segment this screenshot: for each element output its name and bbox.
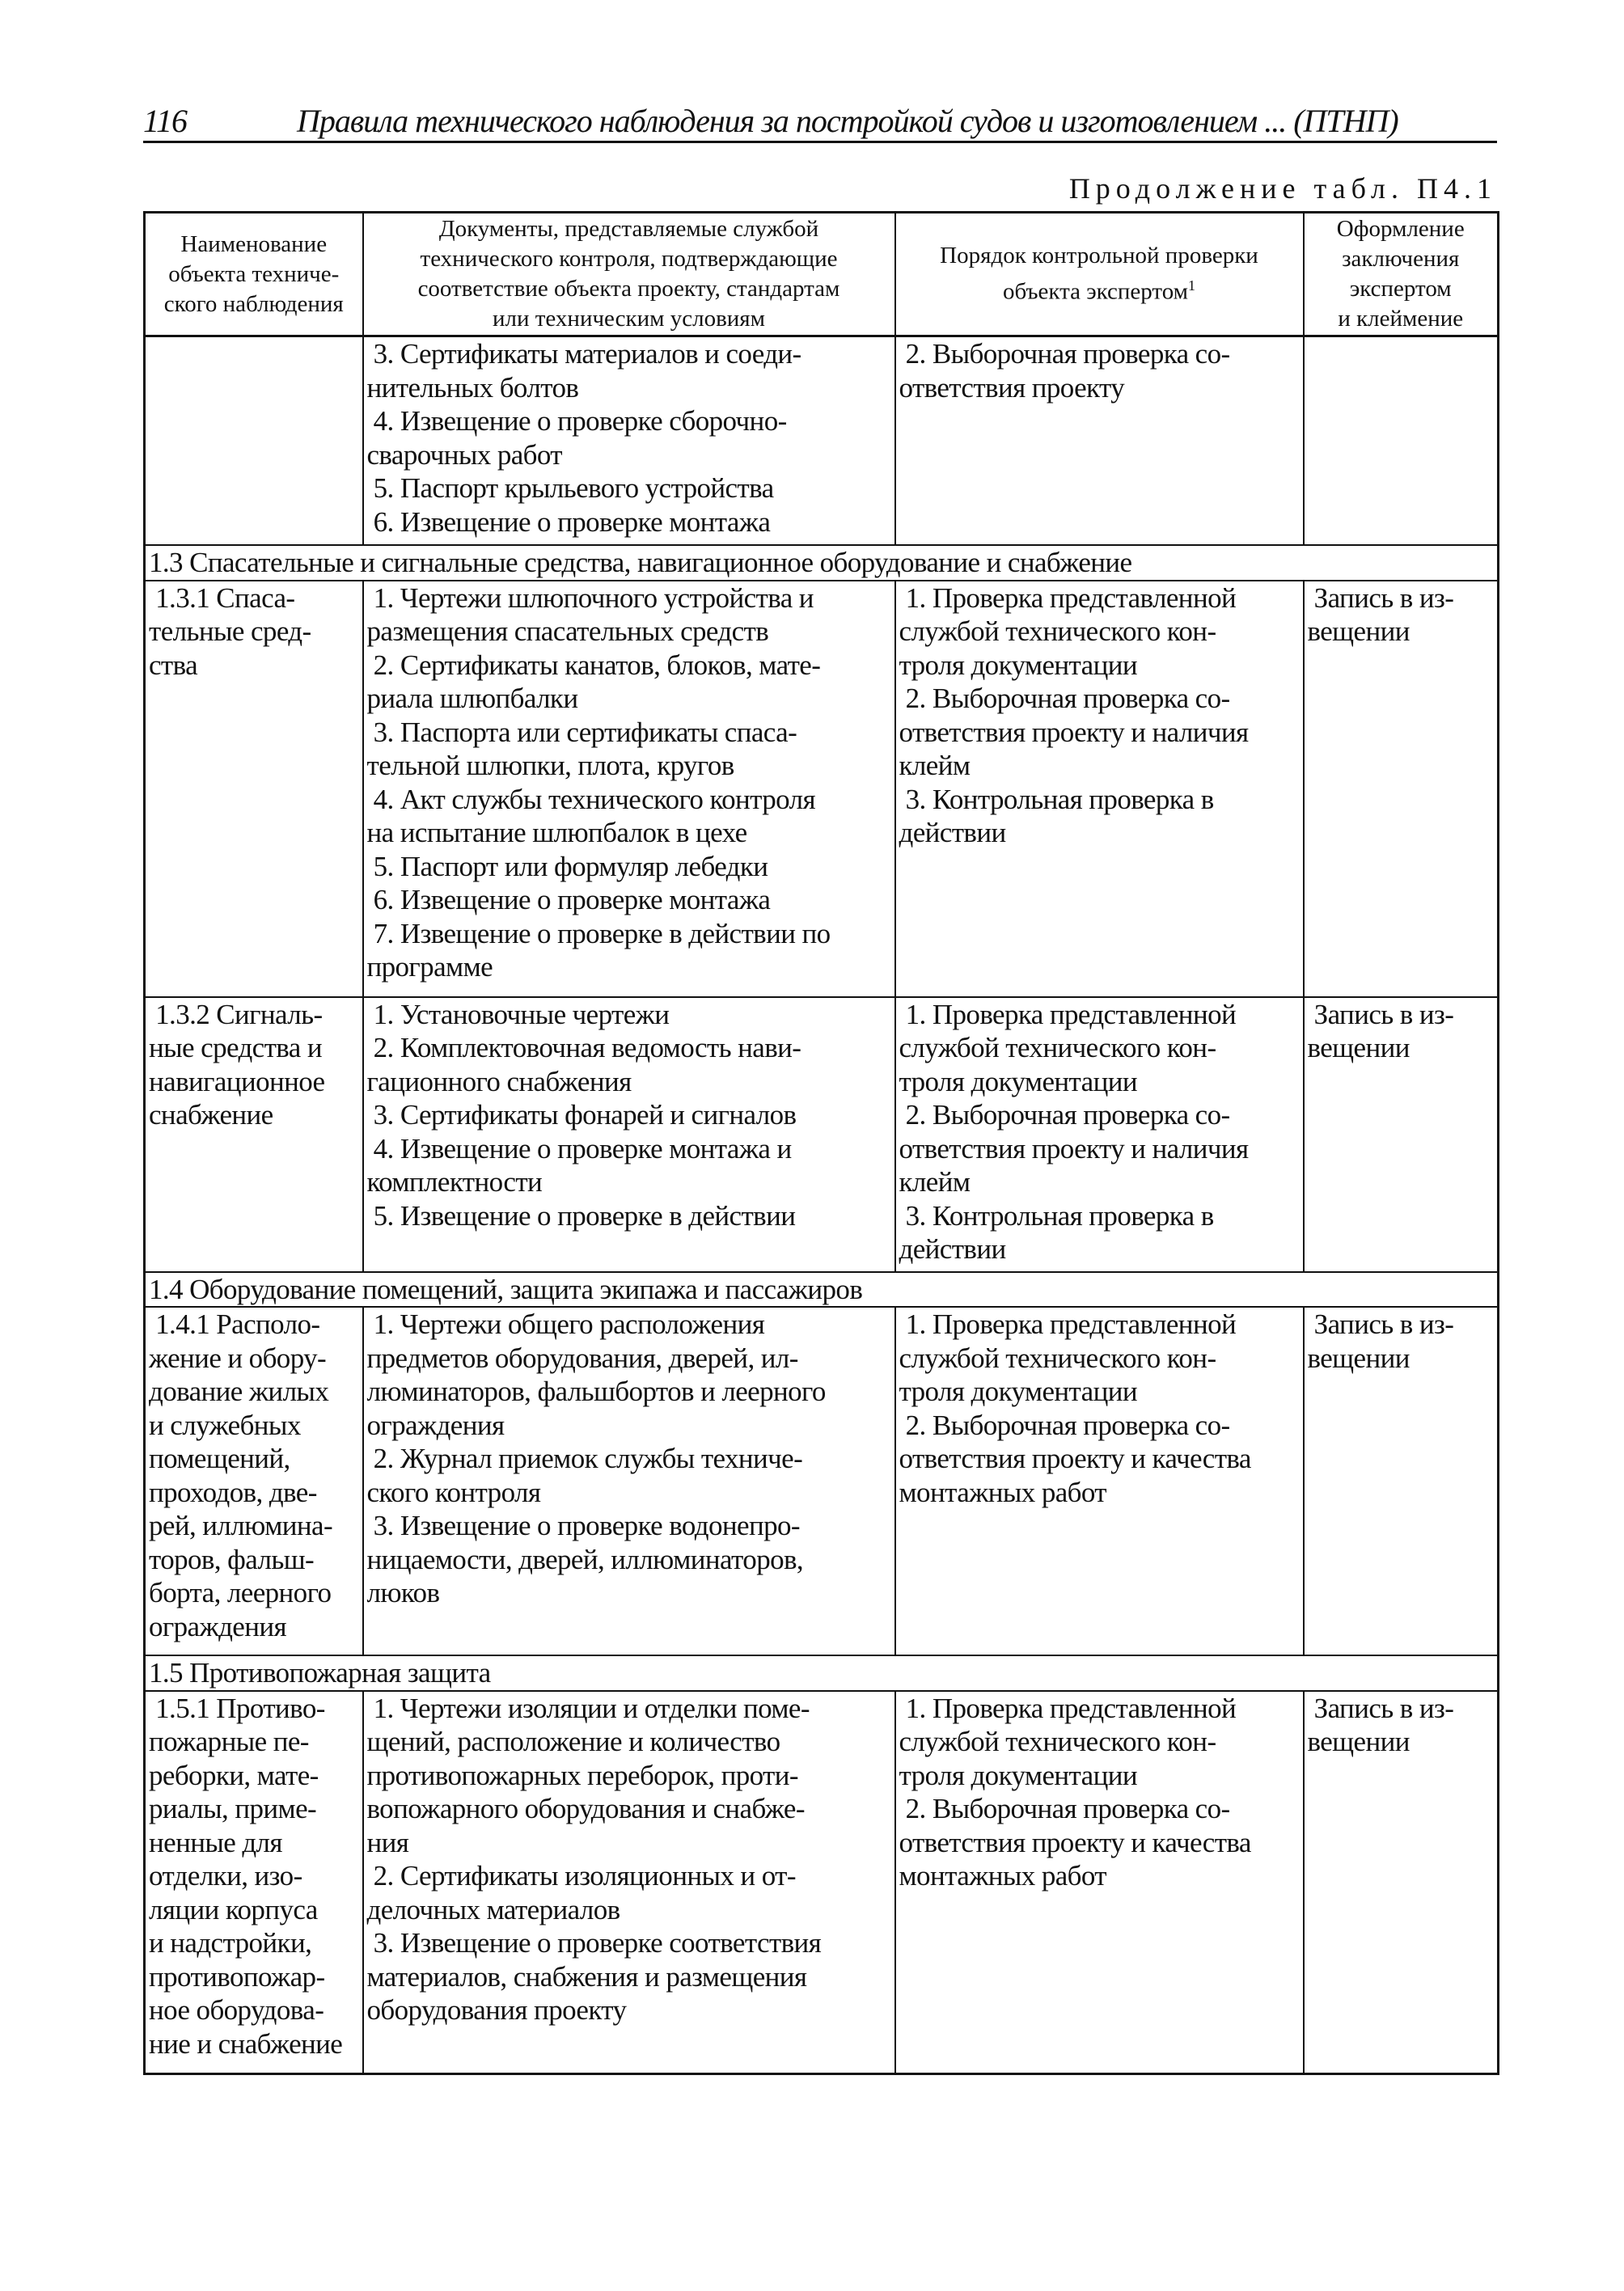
- cell-line: 1. Проверка представленной: [899, 1308, 1237, 1340]
- header-line: технического контроля, подтверждающие: [420, 246, 838, 272]
- cell-line: вещении: [1307, 1726, 1410, 1757]
- section-row: [145, 1655, 1499, 1691]
- cell-line: 3. Сертификаты фонарей и сигналов: [366, 1099, 797, 1131]
- header-line: Наименование: [180, 230, 328, 257]
- cell-line: ограждения: [149, 1610, 286, 1642]
- cell-line: ограждения: [366, 1409, 505, 1441]
- cell-line: и служебных: [149, 1409, 301, 1441]
- cell-line: гационного снабжения: [366, 1065, 632, 1097]
- cell-line: 1.5.1 Противо-: [149, 1692, 325, 1724]
- cell-line: Запись в из-: [1307, 1308, 1454, 1340]
- cell-line: действии: [899, 1233, 1006, 1265]
- cell-object: [145, 1691, 363, 2074]
- cell-line: противопожарных переборок, проти-: [366, 1759, 798, 1791]
- cell-line: ответствия проекту и наличия: [899, 1132, 1249, 1165]
- cell-line: торов, фальш-: [149, 1543, 315, 1575]
- cell-line: Запись в из-: [1307, 998, 1454, 1030]
- cell-line: 4. Акт службы технического контроля: [366, 783, 815, 815]
- header-line: и клеймение: [1338, 306, 1464, 332]
- cell-line: 5. Паспорт крыльевого устройства: [366, 472, 774, 504]
- cell-line: 2. Выборочная проверка со-: [899, 1099, 1230, 1131]
- cell-line: противопожар-: [149, 1960, 325, 1993]
- cell-line: 1. Проверка представленной: [899, 998, 1237, 1030]
- cell-documents: [363, 1307, 895, 1655]
- section-title: 1.4 Оборудование помещений, защита экипажа и пассажиров: [145, 1272, 1499, 1308]
- header-line: Документы, представляемые службой: [438, 216, 819, 242]
- table-row: [145, 336, 1499, 546]
- cell-line: 2. Комплектовочная ведомость нави-: [366, 1032, 801, 1063]
- cell-line: тельные сред-: [149, 615, 311, 647]
- table-continuation-label: Продолжение табл. П4.1: [1068, 172, 1497, 205]
- cell-procedure: [895, 581, 1304, 997]
- cell-line: 2. Выборочная проверка со-: [899, 338, 1230, 370]
- page-number: 116: [143, 103, 188, 139]
- cell-procedure: [895, 1691, 1304, 2074]
- cell-line: риалы, приме-: [149, 1793, 317, 1824]
- cell-line: материалов, снабжения и размещения: [366, 1960, 807, 1993]
- cell-line: ответствия проекту и качества: [899, 1826, 1251, 1858]
- cell-line: 2. Выборочная проверка со-: [899, 1409, 1230, 1441]
- cell-line: 2. Сертификаты изоляционных и от-: [366, 1860, 796, 1892]
- cell-conclusion: [1304, 336, 1499, 546]
- cell-line: люминаторов, фальшбортов и леерного: [366, 1376, 826, 1407]
- cell-line: помещений,: [149, 1443, 290, 1474]
- cell-line: пожарные пе-: [149, 1726, 309, 1757]
- cell-procedure: [895, 997, 1304, 1272]
- cell-line: навигационное: [149, 1065, 325, 1097]
- cell-line: ницаемости, дверей, иллюминаторов,: [366, 1543, 804, 1575]
- cell-line: 4. Извещение о проверке монтажа и: [366, 1132, 792, 1165]
- cell-line: тельной шлюпки, плота, кругов: [366, 750, 734, 781]
- cell-conclusion: [1304, 1307, 1499, 1655]
- cell-procedure: [895, 336, 1304, 546]
- cell-line: реборки, мате-: [149, 1759, 319, 1791]
- cell-line: отделки, изо-: [149, 1860, 302, 1892]
- section-title: 1.5 Противопожарная защита: [145, 1655, 1499, 1691]
- cell-line: 1. Чертежи шлюпочного устройства и: [366, 581, 814, 614]
- cell-line: оборудования проекту: [366, 1994, 627, 2026]
- cell-line: комплектности: [366, 1166, 543, 1198]
- header-line: соответствие объекта проекту, стандартам: [417, 276, 840, 302]
- cell-line: дование жилых: [149, 1376, 329, 1407]
- header-line: Порядок контрольной проверки: [940, 243, 1258, 269]
- cell-line: 4. Извещение о проверке сборочно-: [366, 405, 787, 437]
- cell-object: [145, 336, 363, 546]
- cell-line: делочных материалов: [366, 1893, 620, 1925]
- cell-line: службой технического кон-: [899, 1342, 1216, 1374]
- table-row: [145, 581, 1499, 997]
- cell-line: программе: [366, 951, 493, 983]
- cell-line: ние и снабжение: [149, 2027, 343, 2060]
- cell-line: ответствия проекту и наличия: [899, 716, 1249, 748]
- cell-line: Запись в из-: [1307, 1692, 1454, 1724]
- table-row: [145, 1691, 1499, 2074]
- column-header-object: [145, 213, 363, 336]
- cell-line: 1. Установочные чертежи: [366, 998, 670, 1030]
- cell-line: проходов, две-: [149, 1476, 317, 1508]
- cell-line: на испытание шлюпбалок в цехе: [366, 817, 747, 848]
- cell-line: 5. Извещение о проверке в действии: [366, 1199, 796, 1232]
- cell-line: 6. Извещение о проверке монтажа: [366, 884, 771, 915]
- cell-line: вопожарного оборудования и снабже-: [366, 1793, 805, 1824]
- cell-line: монтажных работ: [899, 1476, 1106, 1508]
- cell-line: 1.4.1 Располо-: [149, 1308, 320, 1340]
- cell-documents: [363, 581, 895, 997]
- cell-line: 2. Журнал приемок службы техниче-: [366, 1443, 803, 1474]
- cell-line: ляции корпуса: [149, 1893, 318, 1925]
- cell-documents: [363, 997, 895, 1272]
- cell-line: клейм: [899, 750, 971, 781]
- cell-line: ное оборудова-: [149, 1994, 324, 2026]
- cell-line: рей, иллюмина-: [149, 1510, 333, 1541]
- cell-line: 2. Выборочная проверка со-: [899, 683, 1230, 714]
- cell-line: вещении: [1307, 615, 1410, 647]
- cell-line: троля документации: [899, 1065, 1137, 1097]
- cell-line: действии: [899, 817, 1006, 848]
- running-title: Правила технического наблюдения за постройкой судов и изготовлением ... (ПТНП): [297, 103, 1398, 139]
- cell-line: щений, расположение и количество: [366, 1726, 780, 1757]
- running-header: [143, 95, 1497, 143]
- cell-documents: [363, 336, 895, 546]
- column-header-procedure: [895, 213, 1304, 336]
- cell-line: вещении: [1307, 1032, 1410, 1063]
- section-row: [145, 1272, 1499, 1308]
- cell-line: 7. Извещение о проверке в действии по: [366, 917, 831, 949]
- header-line: Оформление: [1336, 216, 1465, 242]
- section-title: 1.3 Спасательные и сигнальные средства, навигационное оборудование и снабжение: [145, 545, 1499, 581]
- cell-line: 3. Извещение о проверке водонепро-: [366, 1510, 800, 1541]
- header-line: объекта техниче-: [168, 260, 340, 287]
- cell-conclusion: [1304, 1691, 1499, 2074]
- cell-line: вещении: [1307, 1342, 1410, 1374]
- cell-line: клейм: [899, 1166, 971, 1198]
- cell-line: ответствия проекту и качества: [899, 1443, 1251, 1474]
- cell-line: 2. Сертификаты канатов, блоков, мате-: [366, 649, 821, 681]
- table-header-row: [145, 213, 1499, 336]
- cell-line: службой технического кон-: [899, 1032, 1216, 1063]
- inspection-table: [143, 211, 1499, 2075]
- cell-line: ского контроля: [366, 1476, 541, 1508]
- cell-line: 5. Паспорт или формуляр лебедки: [366, 850, 768, 882]
- cell-line: люков: [366, 1577, 440, 1608]
- cell-conclusion: [1304, 581, 1499, 997]
- cell-line: 6. Извещение о проверке монтажа: [366, 505, 771, 538]
- cell-line: службой технического кон-: [899, 615, 1216, 647]
- cell-line: ства: [149, 649, 198, 681]
- cell-line: сварочных работ: [366, 438, 563, 471]
- cell-line: размещения спасательных средств: [366, 615, 769, 647]
- cell-line: 1. Чертежи общего расположения: [366, 1308, 765, 1340]
- cell-line: троля документации: [899, 1759, 1137, 1791]
- header-line: заключения: [1342, 246, 1460, 272]
- cell-line: борта, леерного: [149, 1577, 332, 1608]
- header-line: объекта экспертом: [1002, 278, 1189, 305]
- cell-line: 3. Паспорта или сертификаты спаса-: [366, 716, 797, 748]
- section-row: [145, 545, 1499, 581]
- cell-line: 1. Проверка представленной: [899, 1692, 1237, 1724]
- cell-line: службой технического кон-: [899, 1726, 1216, 1757]
- cell-line: 3. Сертификаты материалов и соеди-: [366, 338, 801, 370]
- table-row: [145, 997, 1499, 1272]
- header-line: экспертом: [1349, 276, 1452, 302]
- header-line: или техническим условиям: [493, 306, 765, 332]
- cell-line: жение и обору-: [149, 1342, 327, 1374]
- cell-object: [145, 997, 363, 1272]
- cell-documents: [363, 1691, 895, 2074]
- cell-line: 1.3.1 Спаса-: [149, 581, 295, 614]
- cell-line: 1. Проверка представленной: [899, 581, 1237, 614]
- column-header-conclusion: [1304, 213, 1499, 336]
- cell-line: ния: [366, 1826, 409, 1858]
- cell-line: монтажных работ: [899, 1860, 1106, 1892]
- cell-line: риала шлюпбалки: [366, 683, 578, 714]
- cell-line: троля документации: [899, 649, 1137, 681]
- cell-line: Запись в из-: [1307, 581, 1454, 614]
- cell-line: 3. Контрольная проверка в: [899, 783, 1214, 815]
- cell-object: [145, 1307, 363, 1655]
- cell-line: снабжение: [149, 1099, 273, 1131]
- cell-line: 1. Чертежи изоляции и отделки поме-: [366, 1692, 810, 1724]
- cell-line: ненные для: [149, 1826, 282, 1858]
- cell-line: 1.3.2 Сигналь-: [149, 998, 323, 1030]
- cell-line: нительных болтов: [366, 371, 579, 404]
- cell-line: предметов оборудования, дверей, ил-: [366, 1342, 798, 1374]
- footnote-marker: 1: [1188, 277, 1196, 294]
- cell-object: [145, 581, 363, 997]
- cell-line: 2. Выборочная проверка со-: [899, 1793, 1230, 1824]
- cell-line: и надстройки,: [149, 1927, 312, 1959]
- cell-conclusion: [1304, 997, 1499, 1272]
- cell-line: ные средства и: [149, 1032, 322, 1063]
- column-header-documents: [363, 213, 895, 336]
- cell-line: 3. Контрольная проверка в: [899, 1199, 1214, 1232]
- cell-procedure: [895, 1307, 1304, 1655]
- cell-line: 3. Извещение о проверке соответствия: [366, 1927, 822, 1959]
- cell-line: троля документации: [899, 1376, 1137, 1407]
- table-row: [145, 1307, 1499, 1655]
- cell-line: ответствия проекту: [899, 371, 1125, 404]
- header-line: ского наблюдения: [163, 290, 344, 317]
